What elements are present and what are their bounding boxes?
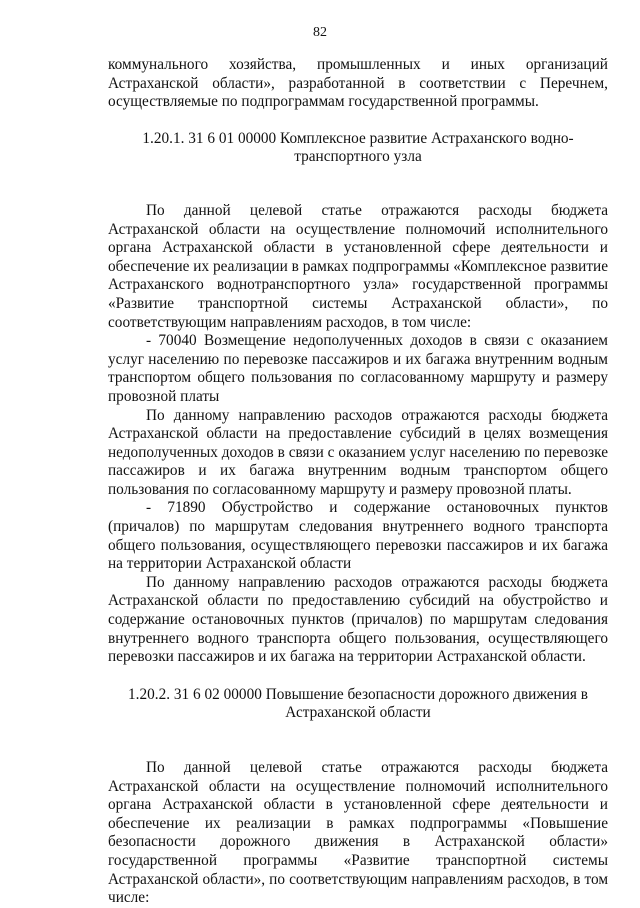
paragraph-item-70040: - 70040 Возмещение недополученных доходов в связи с оказанием услуг населению по перевозке пассажиров и их багажа внутренним водным транспортом общего пользования по согласованному маршруту и размеру провозной платы [108, 332, 608, 405]
paragraph-section-2-intro: По данной целевой статье отражаются расходы бюджета Астраханской области на осуществление полномочий исполнительного органа Астраханской области в установленной сфере деятельности и обеспечение их реализации в рамках подпрограммы «Повышение безопасности дорожного движения в Астраханской области» государственной программы «Развитие транспортной системы Астраханской области», по соответствующим направлениям расходов, в том числе: [108, 759, 608, 907]
paragraph-continuation: коммунального хозяйства, промышленных и иных организаций Астраханской области», разработанной в соответствии с Перечнем, осуществляемые по подпрограммам государственной программы. [108, 56, 608, 111]
document-body [108, 56, 608, 908]
page-number: 82 [313, 25, 327, 40]
paragraph-item-71890: - 71890 Обустройство и содержание остановочных пунктов (причалов) по маршрутам следования внутреннего водного транспорта общего пользования, осуществляющего перевозки пассажиров и их багажа на территории Астраханской области [108, 499, 608, 573]
paragraph-item-71890-description: По данному направлению расходов отражаются расходы бюджета Астраханской области по предоставлению субсидий на обустройство и содержание остановочных пунктов (причалов) по маршрутам следования внутреннего водного транспорта общего пользования, осуществляющего перевозки пассажиров и их багажа на территории Астраханской области. [108, 573, 608, 666]
paragraph-section-1-intro: По данной целевой статье отражаются расходы бюджета Астраханской области на осуществление полномочий исполнительного органа Астраханской области в установленной сфере деятельности и обеспечение их реализации в рамках подпрограммы «Комплексное развитие Астраханского воднотранспортного узла» государственной программы «Развитие транспортной системы Астраханской области», по соответствующим направлениям расходов, в том числе: [108, 201, 608, 331]
paragraph-item-70040-description: По данному направлению расходов отражаются расходы бюджета Астраханской области на предоставление субсидий в целях возмещения недополученных доходов в связи с оказанием услуг населению по перевозке пассажиров и их багажа внутренним водным транспортом общего пользования по согласованному маршруту и размеру провозной платы. [108, 406, 608, 498]
section-heading-1-20-1: 1.20.1. 31 6 01 00000 Комплексное развитие Астраханского воднотранспортного узла [142, 129, 574, 166]
section-heading-1-20-2: 1.20.2. 31 6 02 00000 Повышение безопасности дорожного движения в Астраханской области [128, 685, 588, 722]
